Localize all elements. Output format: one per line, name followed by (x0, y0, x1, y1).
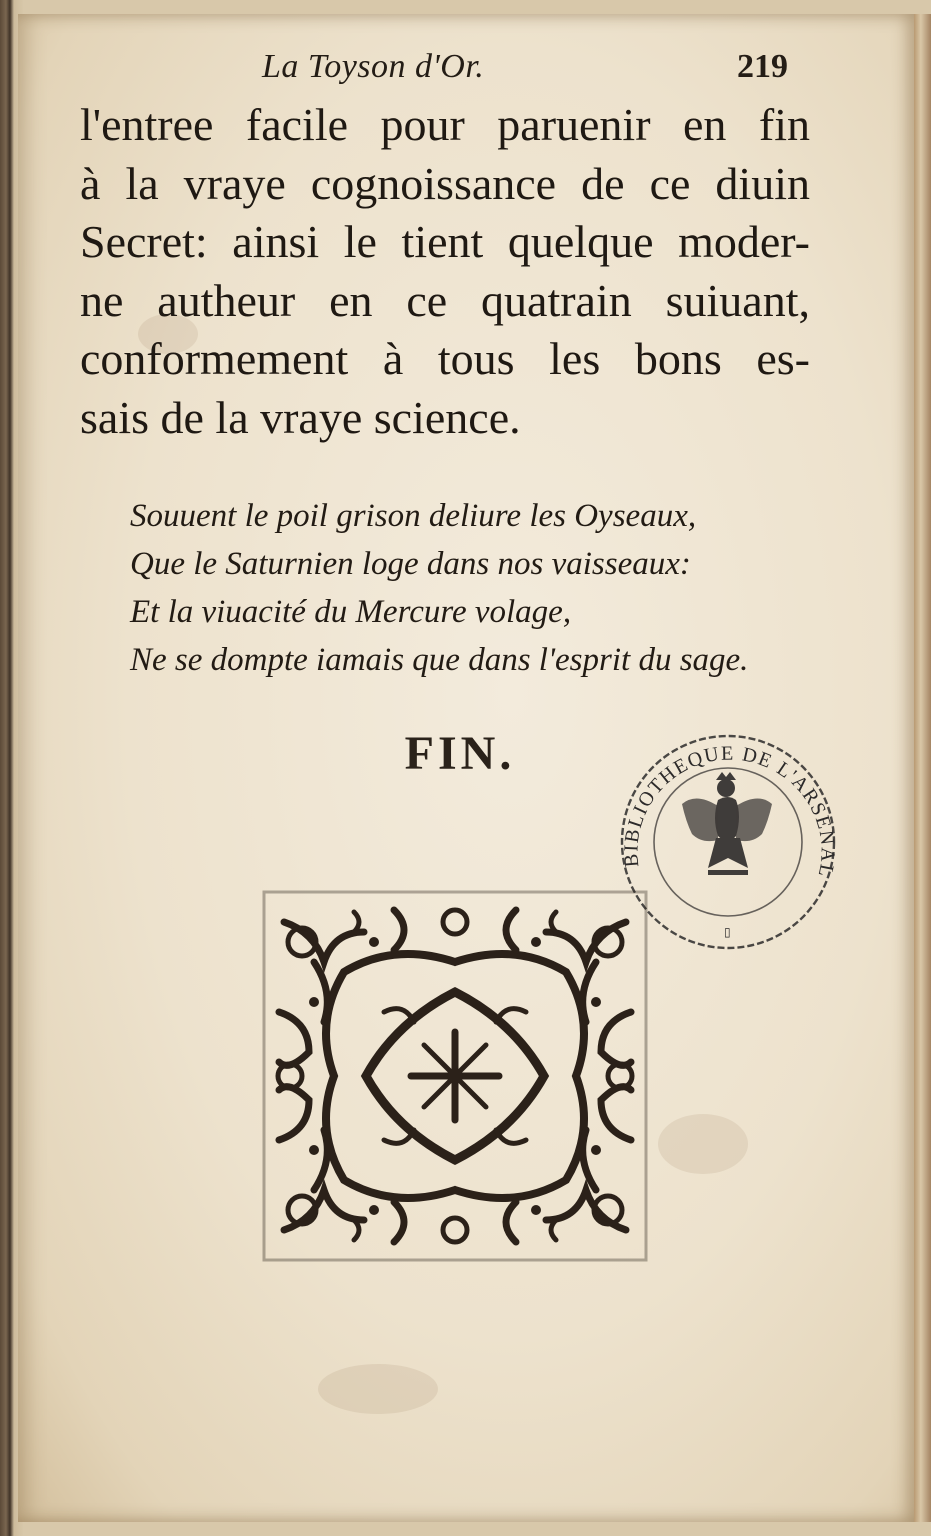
page-edge (914, 14, 931, 1522)
verse-line: Et la viuacité du Mercure volage, (130, 594, 572, 630)
end-mark: FIN. (404, 727, 516, 780)
body-line: ne autheur en ce quatrain suiuant, (80, 274, 810, 326)
body-line: sais de la vraye science. (80, 391, 521, 443)
stamp-legend: BIBLIOTHEQUE DE L'ARSENAL (620, 742, 839, 881)
running-head: La Toyson d'Or. (262, 48, 485, 85)
body-line: l'entree facile pour paruenir en fin (80, 99, 810, 150)
ornament-dots (309, 937, 601, 1215)
woodcut-ornament (254, 882, 656, 1270)
quatrain (130, 492, 810, 684)
body-line: à la vraye cognoissance de ce diuin (80, 157, 810, 209)
verse-line: Ne se dompte iamais que dans l'esprit du sage. (130, 642, 749, 678)
body-paragraph (80, 96, 810, 447)
eagle-icon (682, 772, 772, 875)
body-line: Secret: ainsi le tient quelque moder- (80, 216, 810, 267)
body-line: conformement à tous les bons es- (80, 333, 810, 384)
page-number: 219 (737, 48, 788, 85)
verse-line: Que le Saturnien loge dans nos vaisseaux: (130, 546, 691, 582)
verse-line: Souuent le poil grison deliure les Oyseaux, (130, 498, 697, 534)
stamp-mark: ▯ (724, 925, 731, 939)
